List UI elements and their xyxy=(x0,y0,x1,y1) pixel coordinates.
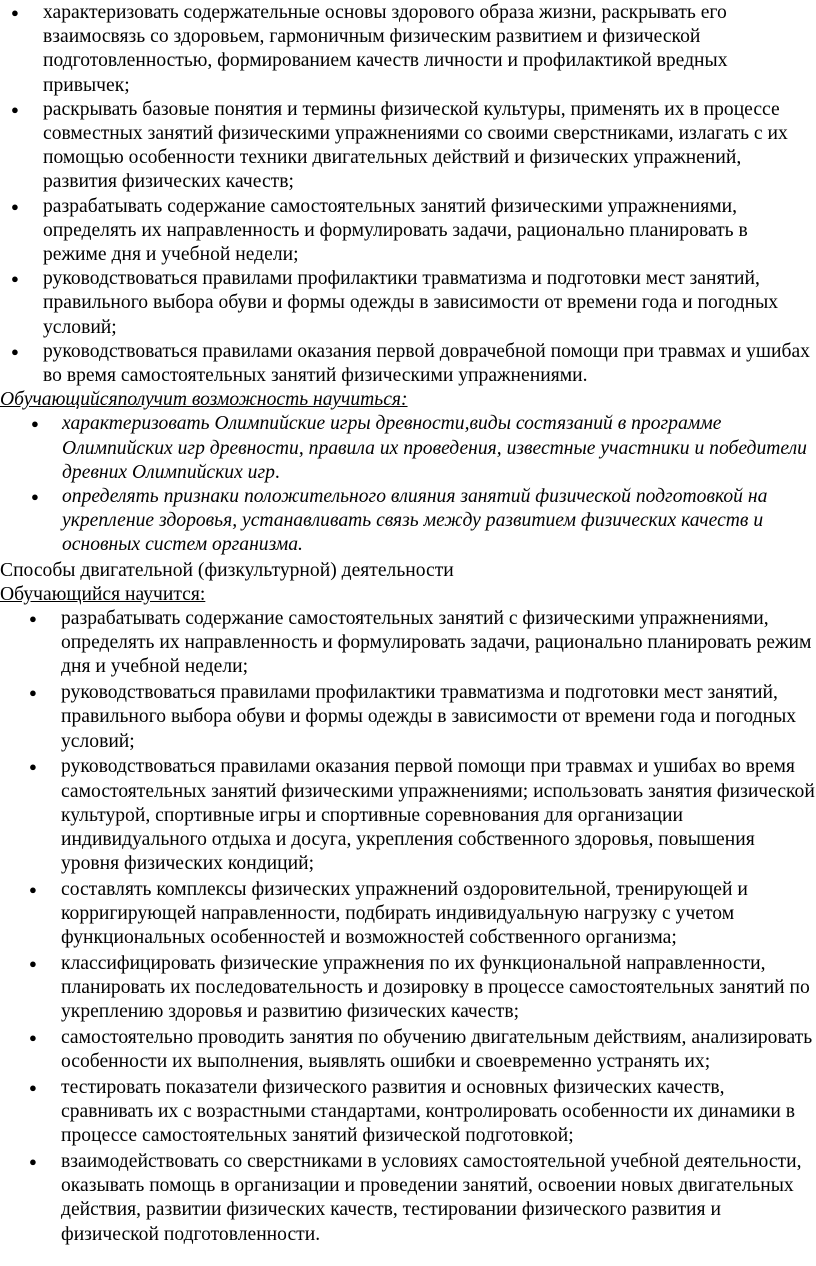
opportunity-heading: Обучающийсяполучит возможность научиться: xyxy=(0,389,408,411)
learner-heading: Обучающийся научится: xyxy=(0,583,206,605)
bullet-icon: ● xyxy=(29,1079,37,1095)
section-title: Способы двигательной (физкультурной) деятельности xyxy=(0,559,454,581)
list-item-text: характеризовать содержательные основы здорового образа жизни, раскрывать его взаимосвязь со здоровьем, гармоничным физическим развитием и физической подготовленностью, формированием качеств личности и профилактикой вредных привычек; xyxy=(43,2,728,96)
list-item-text: определять признаки положительного влияния занятий физической подготовкой на укрепление здоровья, устанавливать связь между развитием физических качеств и основных систем организма. xyxy=(62,486,768,556)
list-item xyxy=(0,1,816,98)
bullet-icon: ● xyxy=(29,1030,37,1046)
list-item xyxy=(0,195,816,268)
bullet-icon: ● xyxy=(29,759,37,775)
list-item-text: руководствоваться правилами профилактики травматизма и подготовки мест занятий, правильного выбора обуви и формы одежды в зависимости от времени года и погодных условий; xyxy=(61,682,797,752)
list-item xyxy=(0,340,816,388)
list-item-text: разрабатывать содержание самостоятельных занятий физическими упражнениями, определять их направленность и формулировать задачи, рационально планировать в режиме дня и учебной недели; xyxy=(43,195,748,266)
list-item xyxy=(0,1026,816,1074)
list-item xyxy=(0,412,816,485)
bullet-icon: ● xyxy=(29,881,37,897)
bullet-icon: ● xyxy=(29,1154,37,1170)
bullet-icon: ● xyxy=(29,611,37,627)
list-item xyxy=(0,98,816,195)
list-item-text: самостоятельно проводить занятия по обучению двигательным действиям, анализировать особенности их выполнения, выявлять ошибки и своевременно устранять их; xyxy=(61,1027,813,1073)
bullet-icon: ● xyxy=(31,489,39,505)
bullet-icon: ● xyxy=(29,955,37,971)
skills-list-learner xyxy=(0,607,816,1247)
list-item-text: характеризовать Олимпийские игры древности,виды состязаний в программе Олимпийских игр древности, правила их проведения, известные участники и победители древних Олимпийских игр xyxy=(62,413,807,483)
list-item xyxy=(0,485,816,558)
list-item-text: составлять комплексы физических упражнений оздоровительной, тренирующей и корригирующей направленности, подбирать индивидуальную нагрузку с учетом функциональных особенностей и возможностей собственного организма; xyxy=(61,878,748,949)
list-item xyxy=(0,607,816,680)
list-item xyxy=(0,878,816,951)
list-item-text: руководствоваться правилами профилактики травматизма и подготовки мест занятий, правильного выбора обуви и формы одежды в зависимости от времени года и погодных условий; xyxy=(43,268,779,338)
list-item xyxy=(0,755,816,876)
list-item-text: взаимодействовать со сверстниками в условиях самостоятельной учебной деятельности, оказывать помощь в организации и проведении занятий, освоении новых двигательных действия, развитии физических качеств, тестировании физического развития и физической подготовленности. xyxy=(61,1151,802,1245)
list-item-text: раскрывать базовые понятия и термины физической культуры, применять их в процессе совместных занятий физическими упражнениями со своими сверстниками, излагать с их помощью особенности техники двигательных действий и физических упражнений, развития физических качеств; xyxy=(43,98,788,193)
bullet-icon: ● xyxy=(29,685,37,701)
list-item-text: классифицировать физические упражнения по их функциональной направленности, планировать их последовательность и дозировку в процессе самостоятельных занятий по укреплению здоровья и развитию физических качеств; xyxy=(61,952,810,1023)
list-item xyxy=(0,1076,816,1149)
bullet-icon: ● xyxy=(11,271,19,287)
skills-list-basic xyxy=(0,0,816,388)
bullet-icon: ● xyxy=(11,198,19,214)
list-item xyxy=(0,681,816,754)
list-item-suffix: . xyxy=(274,461,280,483)
list-item xyxy=(0,1150,816,1247)
bullet-icon: ● xyxy=(31,416,39,432)
bullet-icon: ● xyxy=(11,343,19,359)
list-item xyxy=(0,267,816,340)
list-item xyxy=(0,952,816,1025)
bullet-icon: ● xyxy=(11,101,19,117)
skills-list-opportunity xyxy=(0,412,816,557)
list-item-text: тестировать показатели физического развития и основных физических качеств, сравнивать их с возрастными стандартами, контролировать особенности их динамики в процессе самостоятельных занятий физической подготовкой; xyxy=(61,1076,795,1147)
list-item-text: разрабатывать содержание самостоятельных занятий с физическими упражнениями, определять их направленность и формулировать задачи, рационально планировать режим дня и учебной недели; xyxy=(61,608,812,678)
list-item-text: руководствоваться правилами оказания первой помощи при травмах и ушибах во время самостоятельных занятий физическими упражнениями; использовать занятия физической культурой, спортивные игры и спортивные соревнования для организации индивидуального отдыха и досуга, укрепления собственного здоровья, повышения уровня физических кондиций; xyxy=(61,756,815,875)
bullet-icon: ● xyxy=(11,5,19,20)
list-item-text: руководствоваться правилами оказания первой доврачебной помощи при травмах и ушибах во время самостоятельных занятий физическими упражнениями. xyxy=(43,340,810,387)
